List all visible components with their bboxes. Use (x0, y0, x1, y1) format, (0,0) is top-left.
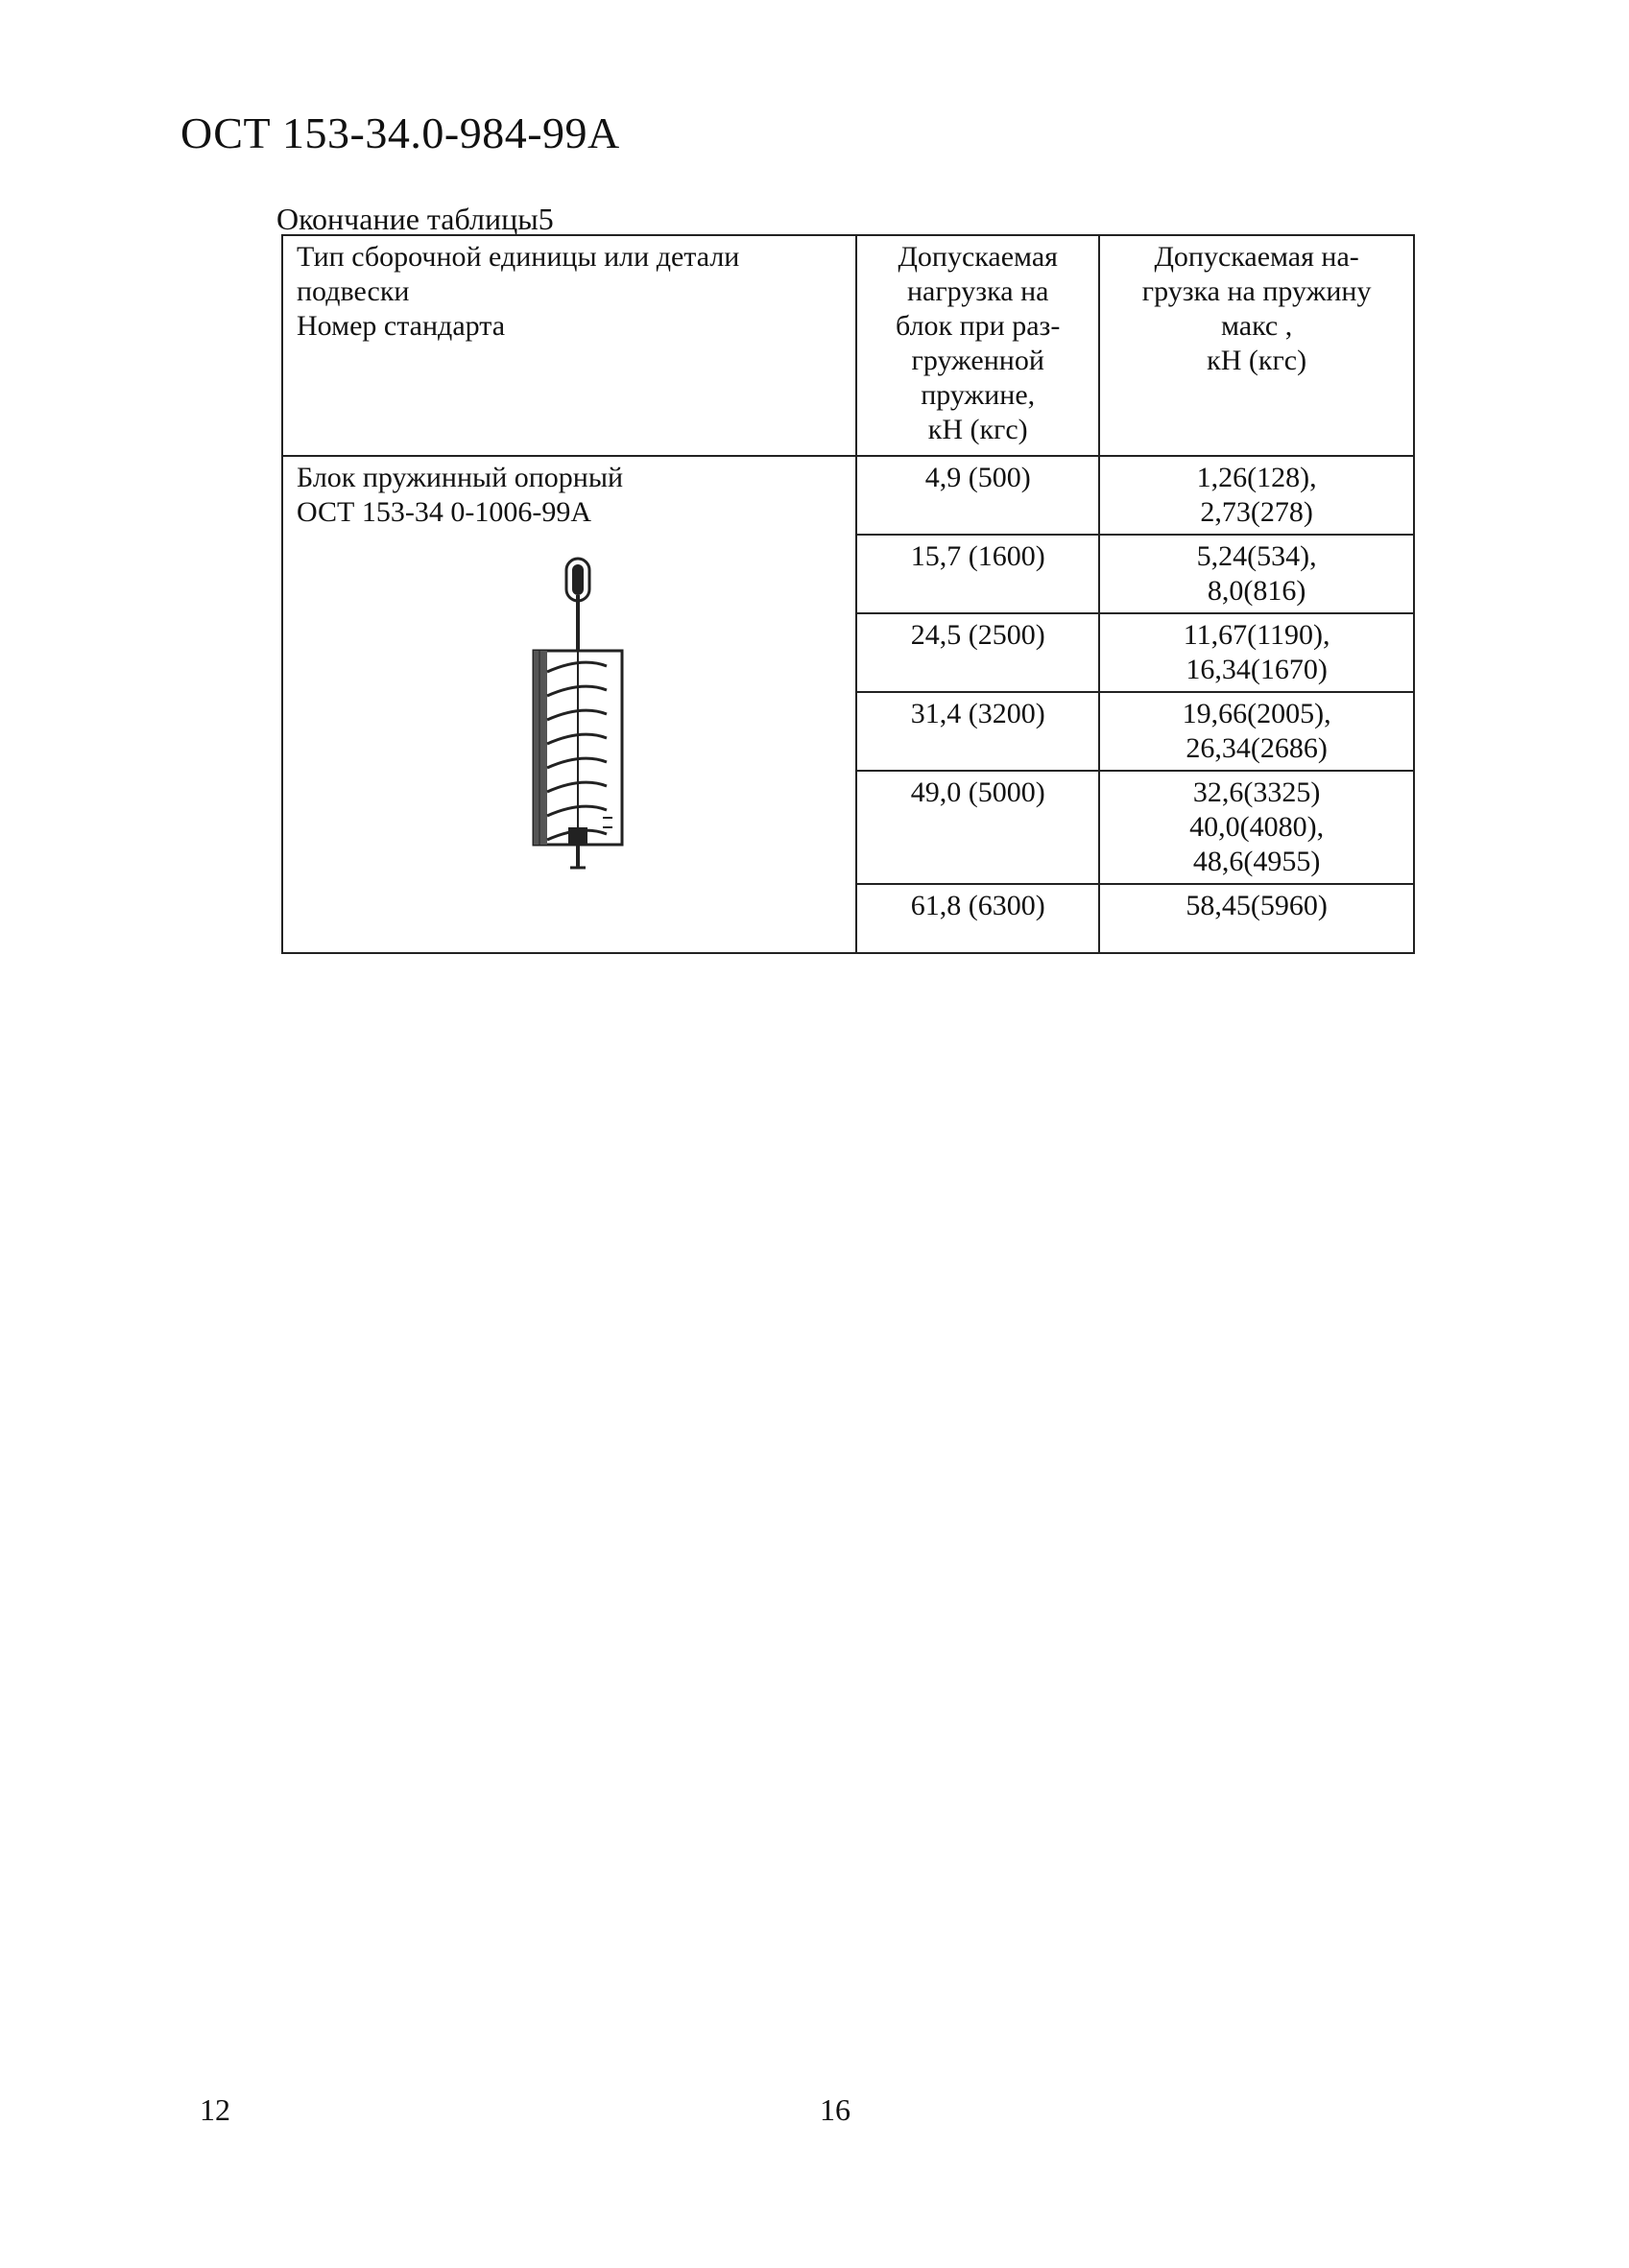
spring-load-value: 5,24(534), (1196, 540, 1317, 572)
spring-load-cell (1099, 692, 1414, 771)
page-number-center: 16 (820, 2092, 850, 2127)
block-load-cell: 61,8 (6300) (856, 884, 1099, 953)
table-caption: Окончание таблицы5 (276, 202, 554, 236)
spring-block-drawing (524, 557, 630, 873)
spring-load-value: 58,45(5960) (1186, 890, 1328, 921)
table-header-row (282, 235, 1414, 456)
spring-load-cell (1099, 884, 1414, 953)
document-code: ОСТ 153-34.0-984-99А (180, 108, 620, 157)
spring-load-cell (1099, 535, 1414, 613)
spring-load-value: 1,26(128), (1196, 462, 1317, 493)
header-block-load (856, 235, 1099, 456)
spring-load-value: 32,6(3325) (1192, 776, 1321, 808)
page-number-left: 12 (200, 2092, 230, 2127)
spring-load-value: 48,6(4955) (1192, 846, 1321, 877)
spring-load-value: 11,67(1190), (1183, 619, 1330, 651)
spring-load-value: 26,34(2686) (1186, 732, 1328, 764)
spring-load-value: 8,0(816) (1207, 575, 1306, 607)
block-load-cell: 24,5 (2500) (856, 613, 1099, 692)
table-row (282, 456, 1414, 535)
block-load-cell: 31,4 (3200) (856, 692, 1099, 771)
header-spring-load-text: Допускаемая на- грузка на пружину макс , кН (кгс) (1141, 241, 1372, 376)
part-name: Блок пружинный опорный (297, 462, 624, 493)
block-load-cell: 15,7 (1600) (856, 535, 1099, 613)
spring-load-value: 19,66(2005), (1182, 698, 1331, 729)
block-load-cell: 49,0 (5000) (856, 771, 1099, 884)
header-part-type (282, 235, 856, 456)
spring-load-cell (1099, 456, 1414, 535)
header-block-load-text: Допускаемая нагрузка на блок при раз- груженной пружине, кН (кгс) (896, 241, 1061, 445)
load-table (281, 234, 1415, 954)
spring-load-cell (1099, 613, 1414, 692)
block-load-cell: 4,9 (500) (856, 456, 1099, 535)
spring-load-cell (1099, 771, 1414, 884)
part-standard: ОСТ 153-34 0-1006-99А (297, 496, 592, 528)
spring-load-value: 16,34(1670) (1186, 654, 1328, 685)
part-cell (282, 456, 856, 953)
spring-load-value: 2,73(278) (1200, 496, 1313, 528)
header-spring-load (1099, 235, 1414, 456)
header-part-type-text: Тип сборочной единицы или детали подвески Номер стандарта (297, 241, 740, 342)
spring-load-value: 40,0(4080), (1189, 811, 1325, 843)
